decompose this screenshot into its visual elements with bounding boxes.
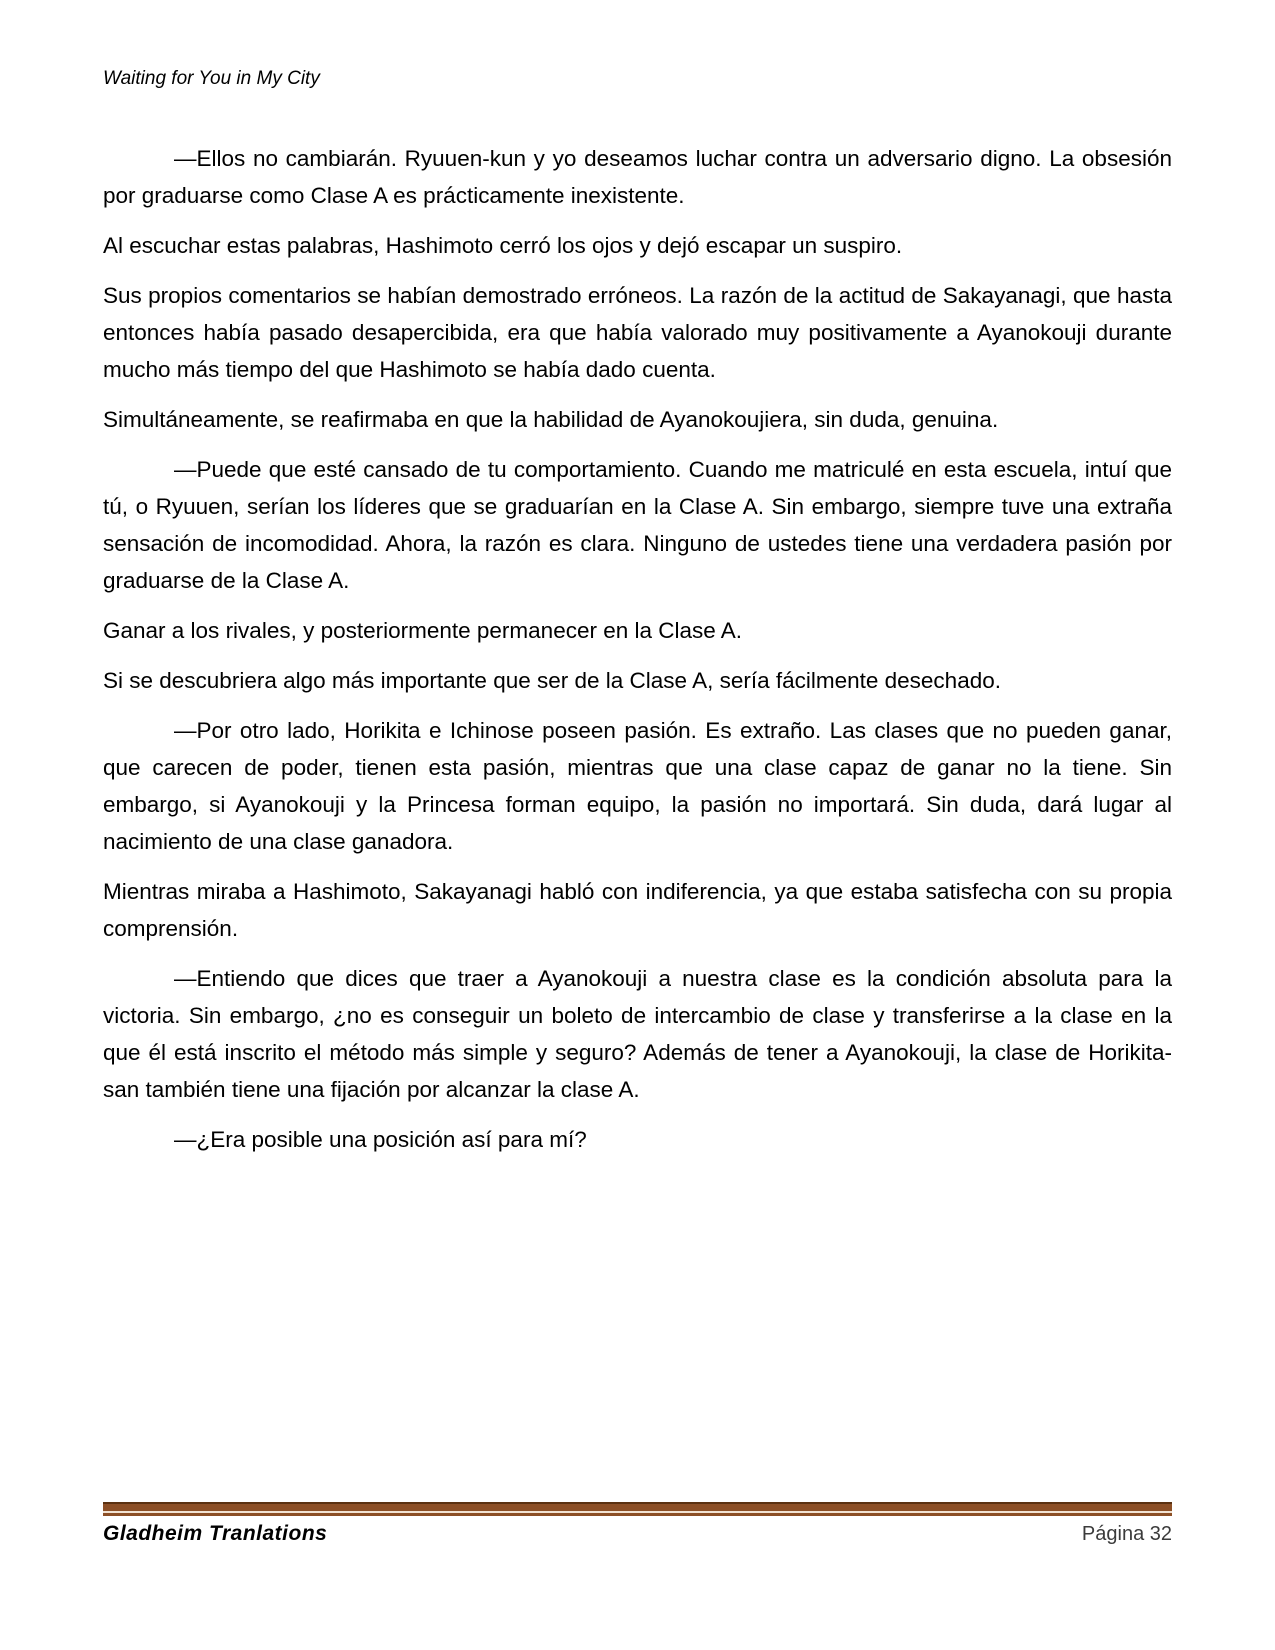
body-paragraph: —Entiendo que dices que traer a Ayanokouji a nuestra clase es la condición absoluta para la victoria. Sin embargo, ¿no es conseguir un boleto de intercambio de clase y transferirse a la clase en la que él está inscrito el método más simple y seguro? Además de tener a Ayanokouji, la clase de Horikita-san también tiene una fijación por alcanzar la clase A. <box>103 966 1172 1102</box>
body-paragraph: —Ellos no cambiarán. Ryuuen-kun y yo deseamos luchar contra un adversario digno. La obsesión por graduarse como Clase A es prácticamente inexistente. <box>103 146 1172 208</box>
body-paragraph: Al escuchar estas palabras, Hashimoto cerró los ojos y dejó escapar un suspiro. <box>103 233 903 258</box>
footer-divider-main-band <box>103 1504 1172 1511</box>
document-body <box>103 140 1172 1171</box>
body-paragraph: Mientras miraba a Hashimoto, Sakayanagi habló con indiferencia, ya que estaba satisfecha con su propia comprensión. <box>103 879 1172 941</box>
body-paragraph: —Por otro lado, Horikita e Ichinose poseen pasión. Es extraño. Las clases que no pueden ganar, que carecen de poder, tienen esta pasión, mientras que una clase capaz de ganar no la tiene. Sin embargo, si Ayanokouji y la Princesa forman equipo, la pasión no importará. Sin duda, dará lugar al nacimiento de una clase ganadora. <box>103 718 1172 854</box>
page-footer <box>103 1522 1172 1546</box>
body-paragraph: Sus propios comentarios se habían demostrado erróneos. La razón de la actitud de Sakayanagi, que hasta entonces había pasado desapercibida, era que había valorado muy positivamente a Ayanokouji durante mucho más tiempo del que Hashimoto se había dado cuenta. <box>103 283 1172 382</box>
body-paragraph: Simultáneamente, se reafirmaba en que la habilidad de Ayanokoujiera, sin duda, genuina. <box>103 407 999 432</box>
body-paragraph: Si se descubriera algo más importante que ser de la Clase A, sería fácilmente desechado. <box>103 668 1001 693</box>
body-paragraph: Ganar a los rivales, y posteriormente permanecer en la Clase A. <box>103 618 743 643</box>
footer-divider-thin-line <box>103 1513 1172 1516</box>
document-title: Waiting for You in My City <box>103 68 320 89</box>
body-paragraph: —¿Era posible una posición así para mí? <box>174 1127 587 1152</box>
body-paragraph: —Puede que esté cansado de tu comportamiento. Cuando me matriculé en esta escuela, intuí que tú, o Ryuuen, serían los líderes que se graduarían en la Clase A. Sin embargo, siempre tuve una extraña sensación de incomodidad. Ahora, la razón es clara. Ninguno de ustedes tiene una verdadera pasión por graduarse de la Clase A. <box>103 457 1172 593</box>
translator-name: Gladheim Tranlations <box>103 1522 328 1545</box>
footer-divider <box>103 1502 1172 1516</box>
page-header <box>103 68 1172 90</box>
page-number: Página 32 <box>1081 1523 1172 1545</box>
